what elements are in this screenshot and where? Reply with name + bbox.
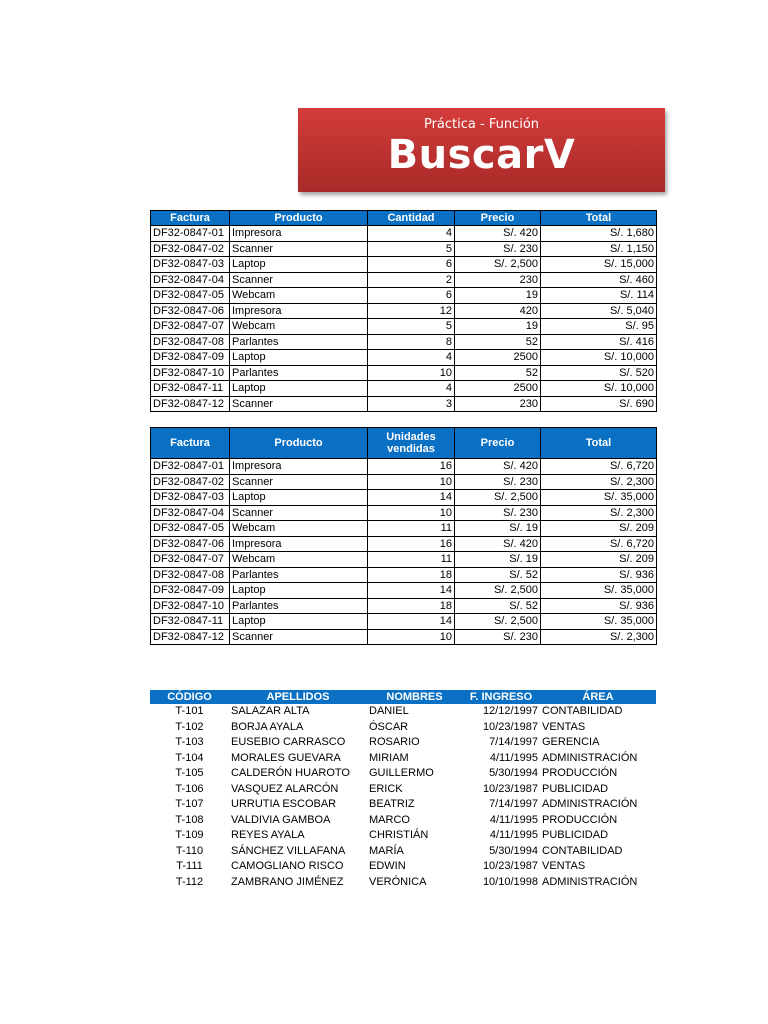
table-cell: 4 [368,381,455,397]
table-cell: 2500 [455,381,541,397]
table-row [151,365,657,381]
banner-subtitle: Práctica - Función [423,117,540,132]
table-cell: 10/23/1987 [482,860,538,873]
header-precio: Precio [455,211,541,226]
table-cell: DF32-0847-09 [151,583,230,599]
table-cell: T-109 [175,829,204,842]
table-cell: 2500 [455,350,541,366]
table-cell: S/. 10,000 [541,381,657,397]
table-cell: S/. 6,720 [541,459,657,475]
table-cell: T-103 [175,736,204,749]
table-cell: 7/14/1997 [489,736,538,749]
table-cell: S/. 936 [541,598,657,614]
table-cell: S/. 19 [455,521,541,537]
table-cell: 16 [368,459,455,475]
table-cell: MARÍA [369,844,404,857]
table-cell: 18 [368,567,455,583]
table-cell: S/. 52 [455,567,541,583]
table-cell: S/. 1,680 [541,226,657,242]
table-cell: VASQUEZ ALARCÓN [231,782,339,795]
table-row [150,782,656,798]
table-cell: 52 [455,365,541,381]
table-cell: DF32-0847-01 [151,226,230,242]
table-cell: CONTABILIDAD [542,844,623,857]
table-row [151,552,657,568]
table-cell: T-108 [175,813,204,826]
table-row [151,226,657,242]
table-cell: Laptop [230,257,368,273]
table-cell: 16 [368,536,455,552]
table-cell: DF32-0847-10 [151,365,230,381]
table-cell: S/. 2,500 [455,583,541,599]
table-cell: DF32-0847-04 [151,272,230,288]
table-cell: ADMINISTRACIÓN [542,751,638,764]
header-f-ingreso: F. INGRESO [462,690,540,704]
table-cell: 10/23/1987 [482,782,538,795]
table-cell: VERÓNICA [369,875,427,888]
table-cell: T-104 [175,751,204,764]
table-cell: Parlantes [230,598,368,614]
table-cell: DF32-0847-03 [151,490,230,506]
header-factura: Factura [151,211,230,226]
table-row [151,319,657,335]
table-cell: Laptop [230,350,368,366]
table-row [151,629,657,645]
table-cell: S/. 10,000 [541,350,657,366]
header-cantidad: Cantidad [368,211,455,226]
table-cell: 14 [368,490,455,506]
table-cell: Scanner [230,629,368,645]
table-row [150,828,656,844]
table-row [150,751,656,767]
table-cell: S/. 936 [541,567,657,583]
header-producto: Producto [230,211,368,226]
table-cell: 19 [455,288,541,304]
table-cell: 8 [368,334,455,350]
table-row [151,505,657,521]
table-row [151,396,657,412]
table-cell: S/. 6,720 [541,536,657,552]
table-cell: S/. 209 [541,521,657,537]
table-cell: S/. 209 [541,552,657,568]
table-row [151,536,657,552]
table-cell: Scanner [230,396,368,412]
table-cell: SALAZAR ALTA [231,705,310,718]
banner-title: BuscarV [387,132,576,178]
table-cell: 4/11/1995 [489,813,538,826]
table-row [151,521,657,537]
header-unidades-vendidas: Unidades vendidas [368,428,455,459]
table-cell: 10/23/1987 [482,720,538,733]
table-cell: ADMINISTRACIÓN [542,798,638,811]
header-factura: Factura [151,428,230,459]
table-cell: S/. 5,040 [541,303,657,319]
table-cell: S/. 420 [455,459,541,475]
table-cell: Laptop [230,490,368,506]
table-cell: 5 [368,319,455,335]
table-cell: VENTAS [542,720,586,733]
table-cell: ÓSCAR [369,720,409,733]
table-cell: S/. 19 [455,552,541,568]
table-cell: Impresora [230,536,368,552]
table-cell: S/. 1,150 [541,241,657,257]
table-cell: S/. 520 [541,365,657,381]
table-cell: S/. 230 [455,629,541,645]
table-cell: DF32-0847-07 [151,552,230,568]
table-cell: 12 [368,303,455,319]
table-row [150,859,656,875]
table-row [150,813,656,829]
table-cell: S/. 2,300 [541,629,657,645]
table-row [150,766,656,782]
table-cell: 5/30/1994 [489,767,538,780]
table-cell: S/. 35,000 [541,583,657,599]
table-cell: DF32-0847-08 [151,334,230,350]
table-row [150,844,656,860]
table-row [151,272,657,288]
table-cell: S/. 2,500 [455,614,541,630]
table-cell: Webcam [230,288,368,304]
table-cell: PUBLICIDAD [542,829,609,842]
table-cell: DF32-0847-02 [151,241,230,257]
table-cell: 19 [455,319,541,335]
table-row [150,875,656,891]
table-cell: T-111 [176,860,203,873]
header-producto: Producto [230,428,368,459]
table-cell: 18 [368,598,455,614]
table-cell: PRODUCCIÓN [542,813,618,826]
table-row [151,350,657,366]
table-cell: 420 [455,303,541,319]
table-row [151,334,657,350]
table-cell: DF32-0847-04 [151,505,230,521]
table-cell: 52 [455,334,541,350]
table-cell: S/. 416 [541,334,657,350]
table-cell: Webcam [230,552,368,568]
table-row [150,735,656,751]
table-row [151,583,657,599]
table-row [151,474,657,490]
table-cell: Laptop [230,614,368,630]
table-cell: DF32-0847-11 [151,614,230,630]
table-cell: 11 [368,521,455,537]
table-cell: 14 [368,583,455,599]
table-cell: 5 [368,241,455,257]
table-cell: Scanner [230,505,368,521]
table-cell: S/. 35,000 [541,490,657,506]
table-row [151,288,657,304]
table-cell: DF32-0847-03 [151,257,230,273]
table-cell: T-105 [175,767,204,780]
table-cell: Laptop [230,583,368,599]
table-row [151,567,657,583]
table-cell: 5/30/1994 [489,844,538,857]
table-cell: Laptop [230,381,368,397]
table-cell: T-102 [175,720,204,733]
table-cell: DF32-0847-10 [151,598,230,614]
table-cell: T-110 [175,844,204,857]
table-cell: EDWIN [369,860,406,873]
table-cell: BORJA AYALA [231,720,304,733]
table-cell: T-107 [175,798,204,811]
table-cell: 230 [455,272,541,288]
table-cell: Parlantes [230,567,368,583]
table-cell: DF32-0847-05 [151,288,230,304]
table-cell: Impresora [230,459,368,475]
table-cell: MORALES GUEVARA [231,751,341,764]
table-header-row [150,690,656,704]
table-cell: 6 [368,257,455,273]
table-cell: 10/10/1998 [482,875,538,888]
table-cell: 12/12/1997 [482,705,538,718]
table-cell: DF32-0847-09 [151,350,230,366]
table-cell: CAMOGLIANO RISCO [231,860,344,873]
table-row [151,598,657,614]
table-cell: Impresora [230,226,368,242]
table-cell: SÁNCHEZ VILLAFANA [231,844,346,857]
table-cell: VALDIVIA GAMBOA [231,813,331,826]
table-cell: ADMINISTRACIÓN [542,875,638,888]
header-area: ÁREA [540,690,656,704]
table-cell: 2 [368,272,455,288]
table-row [151,459,657,475]
table-cell: S/. 460 [541,272,657,288]
sales-table-2 [150,427,657,645]
table-cell: T-106 [175,782,204,795]
table-header-row [151,428,657,459]
table-cell: 10 [368,505,455,521]
table-row [151,490,657,506]
table-cell: T-101 [175,705,204,718]
table-cell: MIRIAM [369,751,409,764]
table-cell: 10 [368,629,455,645]
table-cell: URRUTIA ESCOBAR [231,798,337,811]
table-row [151,614,657,630]
table-cell: DF32-0847-02 [151,474,230,490]
table-cell: DF32-0847-11 [151,381,230,397]
table-cell: S/. 230 [455,505,541,521]
table-cell: 10 [368,474,455,490]
table-cell: S/. 52 [455,598,541,614]
table-row [150,720,656,736]
table-cell: S/. 420 [455,536,541,552]
table-cell: 6 [368,288,455,304]
table-cell: S/. 230 [455,474,541,490]
table-cell: 4 [368,226,455,242]
table-header-row [151,211,657,226]
table-cell: ERICK [369,782,403,795]
table-cell: Parlantes [230,365,368,381]
table-cell: MARCO [369,813,410,826]
table-row [151,241,657,257]
table-cell: 230 [455,396,541,412]
header-total: Total [541,428,657,459]
sales-table-1 [150,210,657,412]
table-cell: S/. 230 [455,241,541,257]
table-row [150,704,656,720]
table-cell: Webcam [230,521,368,537]
table-cell: BEATRIZ [369,798,415,811]
header-nombres: NOMBRES [367,690,462,704]
title-banner [298,108,665,192]
table-cell: DF32-0847-12 [151,396,230,412]
table-row [151,257,657,273]
table-cell: 4/11/1995 [489,751,538,764]
table-cell: 7/14/1997 [489,798,538,811]
table-cell: 3 [368,396,455,412]
table-cell: EUSEBIO CARRASCO [231,736,346,749]
table-cell: S/. 95 [541,319,657,335]
table-cell: S/. 114 [541,288,657,304]
table-cell: DANIEL [369,705,409,718]
table-cell: S/. 15,000 [541,257,657,273]
table-cell: VENTAS [542,860,586,873]
table-row [151,381,657,397]
table-cell: DF32-0847-06 [151,303,230,319]
table-cell: GUILLERMO [369,767,434,780]
table-cell: Scanner [230,272,368,288]
table-cell: S/. 2,300 [541,505,657,521]
table-cell: ROSARIO [369,736,420,749]
header-apellidos: APELLIDOS [229,690,367,704]
table-cell: PRODUCCIÓN [542,767,618,780]
table-cell: GERENCIA [542,736,600,749]
table-cell: DF32-0847-05 [151,521,230,537]
table-cell: 4 [368,350,455,366]
table-cell: S/. 35,000 [541,614,657,630]
table-cell: S/. 2,500 [455,257,541,273]
header-precio: Precio [455,428,541,459]
table-cell: ZAMBRANO JIMÉNEZ [231,875,344,888]
table-row [150,797,656,813]
table-cell: Parlantes [230,334,368,350]
table-cell: S/. 690 [541,396,657,412]
table-cell: Impresora [230,303,368,319]
table-cell: 4/11/1995 [489,829,538,842]
employees-table [150,690,656,890]
table-cell: DF32-0847-06 [151,536,230,552]
table-cell: Webcam [230,319,368,335]
table-cell: CONTABILIDAD [542,705,623,718]
table-cell: CALDERÓN HUAROTO [231,767,350,780]
table-cell: DF32-0847-12 [151,629,230,645]
table-cell: PUBLICIDAD [542,782,609,795]
table-row [151,303,657,319]
header-codigo: CÓDIGO [150,690,229,704]
table-cell: 10 [368,365,455,381]
table-cell: S/. 2,300 [541,474,657,490]
table-cell: T-112 [175,875,204,888]
table-cell: Scanner [230,241,368,257]
table-cell: 11 [368,552,455,568]
table-cell: Scanner [230,474,368,490]
header-total: Total [541,211,657,226]
table-cell: DF32-0847-08 [151,567,230,583]
table-cell: 14 [368,614,455,630]
table-cell: DF32-0847-07 [151,319,230,335]
table-cell: DF32-0847-01 [151,459,230,475]
table-cell: S/. 420 [455,226,541,242]
table-cell: CHRISTIÁN [369,829,429,842]
table-cell: REYES AYALA [231,829,305,842]
table-cell: S/. 2,500 [455,490,541,506]
